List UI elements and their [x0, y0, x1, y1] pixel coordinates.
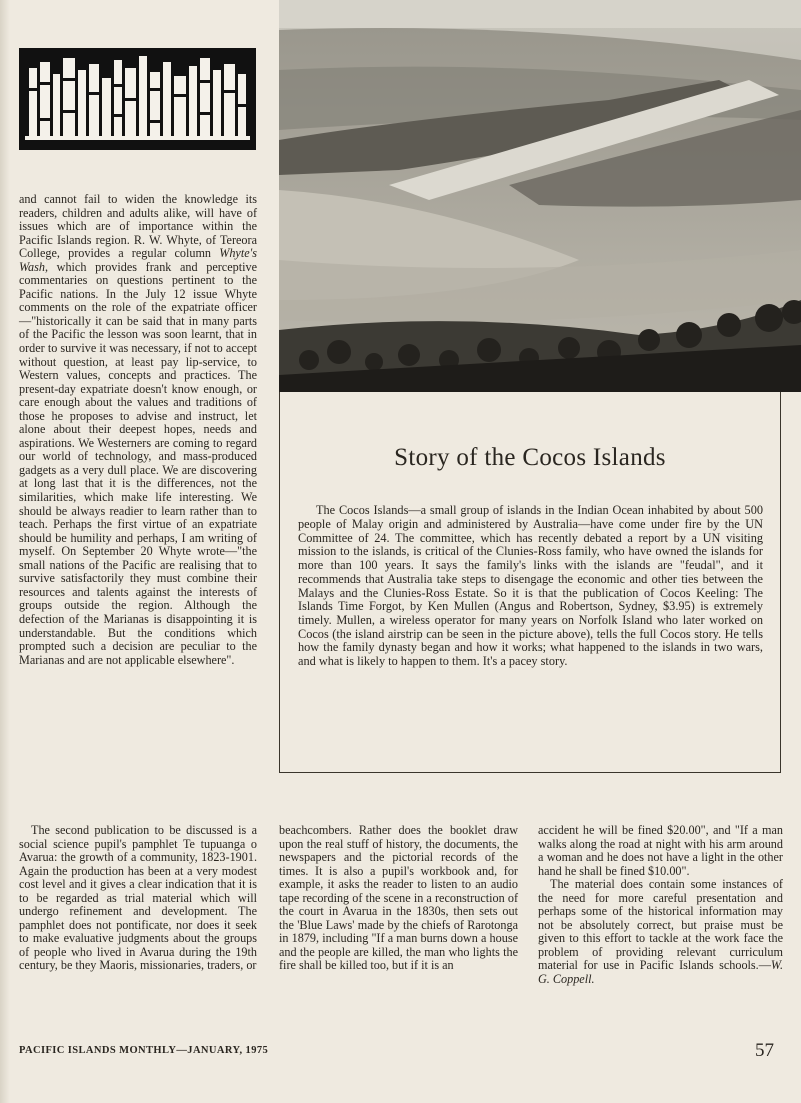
feature-body-text: The Cocos Islands—a small group of islands in the Indian Ocean inhabited by about 500 people of Malay origin and administered by Australia—have come under fire by the UN Committee of 24. The committee, which has recently debated a report by a UN visiting mission to the islands, is critical of the Clunies-Ross family, who have owned the islands for more than 100 years. It says the family's links with the islands are "feudal", and it recommends that Australia take steps to disengage the economic and other ties between the Malays and the Clunies-Ross Estate. So it is that the publication of Cocos Keeling: The Islands Time Forgot, by Ken Mullen (Angus and Robertson, Sydney, $3.95) is extremely timely. Mullen, a wireless operator for many years on Norfolk Island who later worked on Cocos (the island airstrip can be seen in the picture above), tells the full Cocos story. He tells how the family dynasty began and how it works; what happened to the islands in two wars, and what is likely to happen to them. It's a pacey story. [298, 503, 763, 669]
right-column-text [538, 824, 783, 987]
page-number: 57 [755, 1040, 774, 1061]
article-paragraph-material: The material does contain some instances of the need for more careful presentation and perhaps some of the historical information may not be absolutely correct, but praise must be given to this effort to tackle at the work face the problem of providing relevant curriculum material for use in Pacific Islands schools.— [538, 877, 783, 973]
author-signature: W. G. Coppell. [538, 958, 783, 987]
column-title-whytes-wash: Whyte's Wash [19, 246, 257, 274]
cocos-feature-box [279, 392, 781, 773]
cocos-islands-aerial-photo [279, 0, 801, 392]
left-column-bottom-text [19, 824, 257, 973]
bookshelf-icon [19, 48, 256, 150]
article-paragraph-beachcombers: beachcombers. Rather does the booklet draw upon the real stuff of history, the documents, the newspapers and the pictorial records of the times. It is also a pupil's workbook and, for example, it asks the reader to listen to an audio tape recording of the scene in a reconstruction of the court in Avarua in the 1830s, then sets out the 'Blue Laws' made by the chiefs of Rarotonga in 1879, including "If a man burns down a house and the people are killed, the man who lights the fire shall be killed too, but if it is an [279, 823, 518, 973]
article-paragraph-accident: accident he will be fined $20.00", and "If a man walks along the road at night with his arm around a woman and he does not have a light in the other hand he shall be fined $10.00". [538, 823, 783, 878]
article-paragraph-second-publication: The second publication to be discussed is a social science pupil's pamphlet Te tupuanga o Avarua: the growth of a community, 1823-1901. Again the production has been at a very modest cost level and it gives a clear indication that it is to be regarded as trial material which will undergo refinement and development. The pamphlet does not pontificate, nor does it seek to make evaluative judgments about the groups of people who lived in Avarua during the 19th century, be they Maoris, missionaries, traders, or [19, 823, 257, 973]
article-paragraph-whyte-part2: , which provides frank and perceptive commentaries on questions pertinent to the Pacific nations. In the July 12 issue Whyte comments on the role of the expatriate officer—"historically it can be said that in many parts of the Pacific the lesson was soon learnt, that in order to survive it was necessary, if not to accept without question, at least pay lip-service, to Western values, concepts and practices. The present-day expatriate doesn't know enough, or care enough about the values and traditions of those he proposes to advise and instruct, let alone about their deepest hopes, needs and aspirations. We Westerners are coming to regard our world of technology, and mass-produced gadgets as a very dull place. We are discovering at long last that it is the differences, not the similarities, which make life interesting. We should be always readier to learn rather than to teach. Perhaps the first virtue of an expatriate should be humility and perhaps, I am writing of myself. On September 20 Whyte wrote—"the small nations of the Pacific are realising that to survive satisfactorily they must combine their resources and talents against the interests of groups outside the region. Although the defection of the Marianas is disappointing it is understandable. But the conditions which prompted such a decision are peculiar to the Marianas and are not applicable elsewhere". [19, 259, 257, 667]
left-column-article-text [19, 193, 257, 667]
article-paragraph-whyte-part1: and cannot fail to widen the knowledge its readers, children and adults alike, will have of issues which are of importance within the Pacific Islands region. R. W. Whyte, of Tereora College, provides a regular column [19, 192, 257, 261]
books-column-logo [19, 48, 256, 150]
feature-title: Story of the Cocos Islands [394, 444, 666, 471]
footer-publication-line: PACIFIC ISLANDS MONTHLY—JANUARY, 1975 [19, 1045, 269, 1056]
page-edge-shadow [0, 0, 10, 1103]
middle-column-text [279, 824, 518, 973]
airstrip-photo-icon [279, 0, 801, 392]
